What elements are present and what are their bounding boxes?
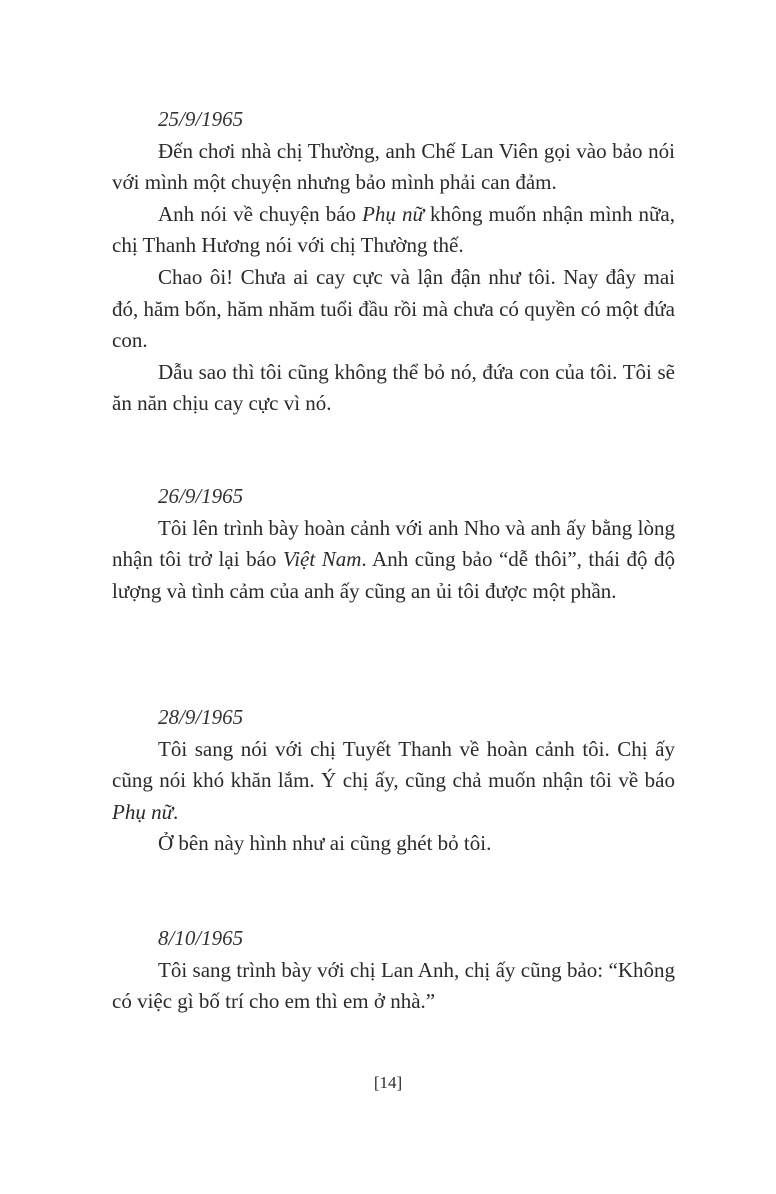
entry-paragraph [112, 262, 675, 357]
italic-title: Việt Nam [282, 547, 362, 572]
text-run: Tôi lên trình bày hoàn cảnh với anh Nho và anh ấy bằng lòng nhận tôi trở lại báo [112, 515, 675, 572]
diary-entry [112, 923, 675, 1018]
text-run: Chao ôi! Chưa ai cay cực và lận đận như tôi. Nay đây mai đó, hăm bốn, hăm nhăm tuổi đầu rồi mà chưa có quyền có một đứa con. [112, 264, 675, 353]
text-run: Tôi sang trình bày với chị Lan Anh, chị ấy cũng bảo: “Không có việc gì bố trí cho em thì em ở nhà.” [112, 957, 675, 1014]
entry-date: 8/10/1965 [158, 926, 244, 950]
entry-date: 26/9/1965 [158, 484, 244, 508]
diary-entry [112, 104, 675, 420]
text-run: Đến chơi nhà chị Thường, anh Chế Lan Viên gọi vào bảo nói với mình một chuyện nhưng bảo mình phải can đảm. [112, 138, 675, 195]
entry-paragraph [112, 357, 675, 420]
text-run: . [173, 799, 179, 824]
entry-paragraph [112, 513, 675, 608]
text-run: Tôi sang nói với chị Tuyết Thanh về hoàn cảnh tôi. Chị ấy cũng nói khó khăn lắm. Ý chị ấy, cũng chả muốn nhận tôi về báo [112, 736, 675, 793]
entry-paragraph [112, 828, 675, 860]
entry-date: 28/9/1965 [158, 705, 244, 729]
text-run: Anh nói về chuyện báo [158, 201, 363, 226]
text-run: . Anh cũng bảo “dễ thôi”, thái độ độ lượng và tình cảm của anh ấy cũng an ủi tôi được một phần. [112, 547, 676, 603]
page-number: [14] [373, 1073, 403, 1092]
text-run: Ở bên này hình như ai cũng ghét bỏ tôi. [158, 831, 492, 856]
text-run: Dẫu sao thì tôi cũng không thể bỏ nó, đứa con của tôi. Tôi sẽ ăn năn chịu cay cực vì nó. [112, 359, 675, 416]
text-run: không muốn nhận mình nữa, chị Thanh Hương nói với chị Thường thế. [112, 201, 675, 258]
entry-date: 25/9/1965 [158, 107, 244, 131]
entry-paragraph [112, 136, 675, 199]
entry-paragraph [112, 955, 675, 1018]
diary-entry [112, 481, 675, 607]
entry-paragraph [112, 199, 675, 262]
diary-entry [112, 702, 675, 860]
italic-title: Phụ nữ [112, 799, 174, 824]
italic-title: Phụ nữ [362, 201, 424, 226]
entry-paragraph [112, 734, 675, 829]
